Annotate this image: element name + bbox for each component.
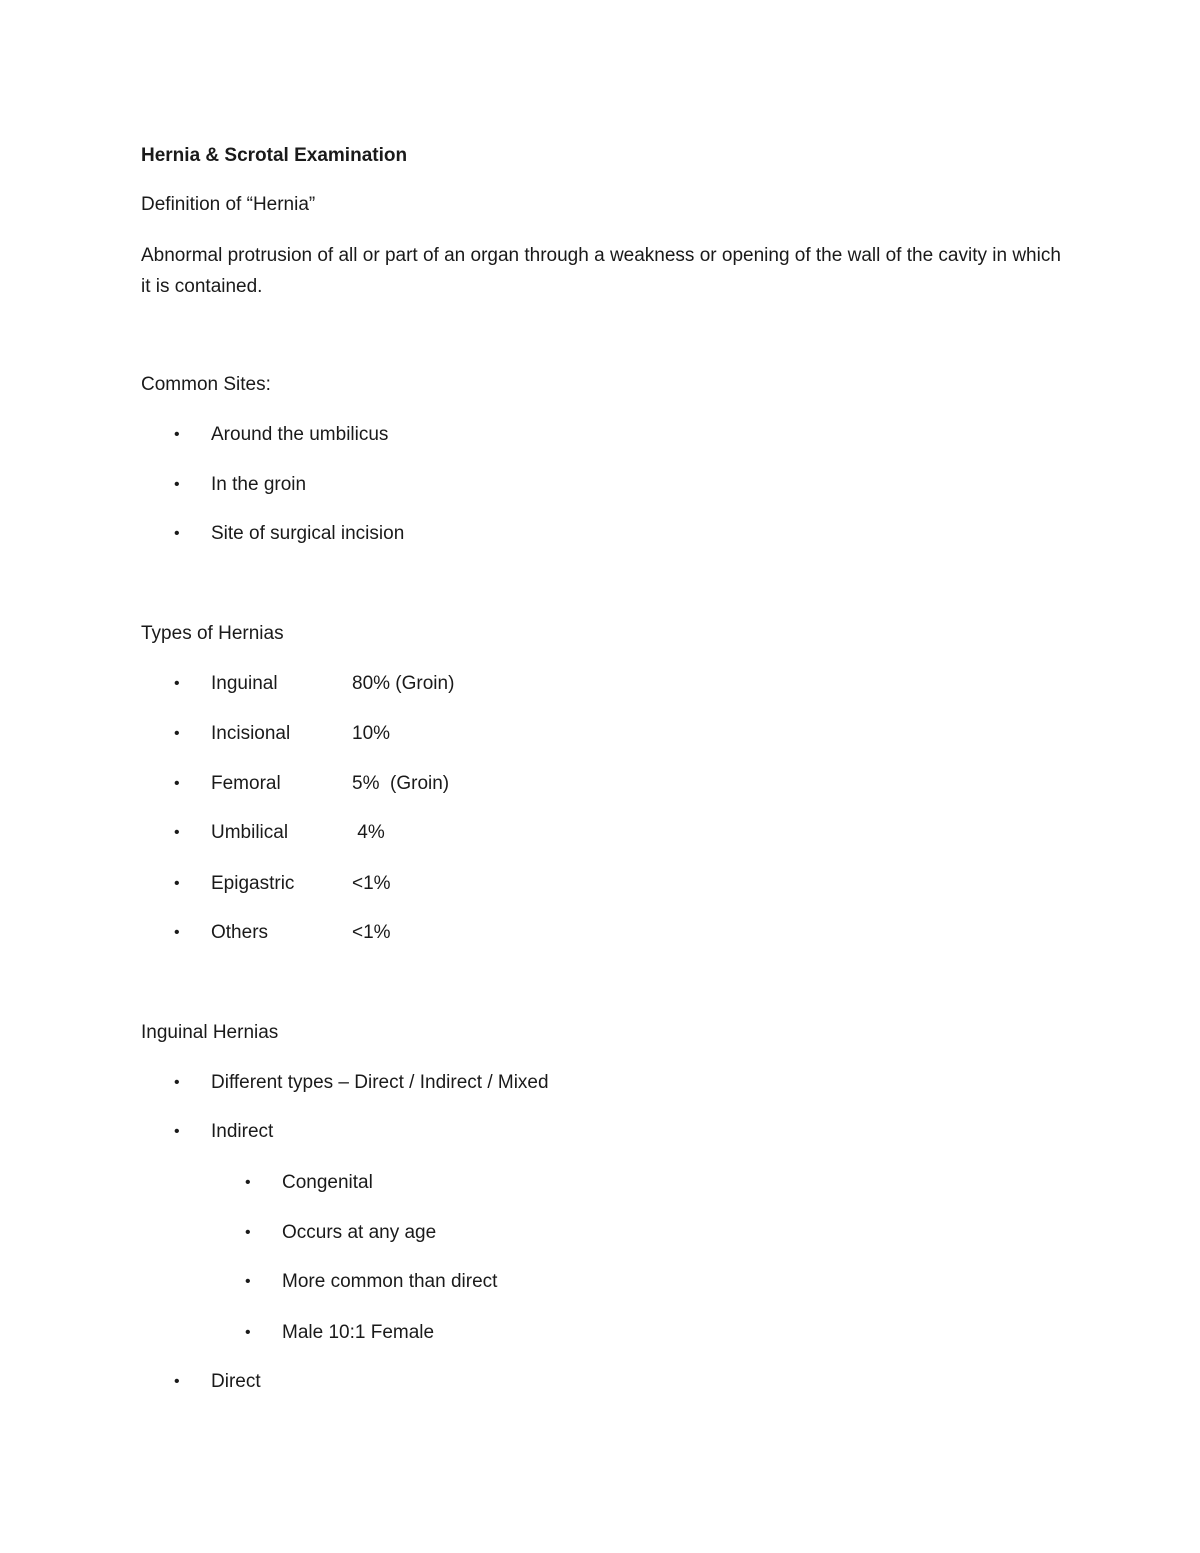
bullet-icon: •: [174, 476, 180, 493]
bullet-icon: •: [245, 1273, 251, 1290]
hernia-type-name: Epigastric: [211, 873, 295, 894]
hernia-type-value: 5% (Groin): [352, 773, 450, 794]
bullet-icon: •: [174, 1123, 180, 1140]
bullet-icon: •: [245, 1324, 251, 1341]
bullet-icon: •: [174, 1373, 180, 1390]
hernia-type-name: Others: [211, 922, 269, 943]
list-item: Direct: [211, 1371, 261, 1392]
bullet-icon: •: [245, 1224, 251, 1241]
bullet-icon: •: [174, 875, 180, 892]
list-item: Around the umbilicus: [211, 424, 389, 445]
definition-text: Abnormal protrusion of all or part of an organ through a weakness or opening of the wall of the cavity in which it is contained.: [141, 245, 1061, 297]
sublist-item: Male 10:1 Female: [282, 1322, 435, 1343]
bullet-icon: •: [174, 775, 180, 792]
hernia-type-value: <1%: [352, 873, 391, 894]
hernia-type-value: 80% (Groin): [352, 673, 455, 694]
sublist-item: More common than direct: [282, 1271, 498, 1292]
bullet-icon: •: [174, 675, 180, 692]
definition-heading: Definition of “Hernia”: [141, 194, 316, 215]
list-item: In the groin: [211, 474, 307, 495]
document-title: Hernia & Scrotal Examination: [141, 145, 408, 166]
bullet-icon: •: [174, 924, 180, 941]
hernia-type-value: 10%: [352, 723, 391, 744]
bullet-icon: •: [174, 1074, 180, 1091]
bullet-icon: •: [245, 1174, 251, 1191]
list-item: Different types – Direct / Indirect / Mixed: [211, 1072, 549, 1093]
hernia-type-name: Umbilical: [211, 822, 289, 843]
hernia-type-value: 4%: [352, 822, 385, 843]
sublist-item: Congenital: [282, 1172, 373, 1193]
common-sites-heading: Common Sites:: [141, 374, 271, 395]
bullet-icon: •: [174, 725, 180, 742]
inguinal-heading: Inguinal Hernias: [141, 1022, 279, 1043]
list-item: Indirect: [211, 1121, 274, 1142]
hernia-type-value: <1%: [352, 922, 391, 943]
list-item: Site of surgical incision: [211, 523, 405, 544]
hernia-type-name: Incisional: [211, 723, 291, 744]
hernia-type-name: Inguinal: [211, 673, 278, 694]
types-heading: Types of Hernias: [141, 623, 284, 644]
bullet-icon: •: [174, 525, 180, 542]
sublist-item: Occurs at any age: [282, 1222, 437, 1243]
bullet-icon: •: [174, 426, 180, 443]
bullet-icon: •: [174, 824, 180, 841]
hernia-type-name: Femoral: [211, 773, 281, 794]
